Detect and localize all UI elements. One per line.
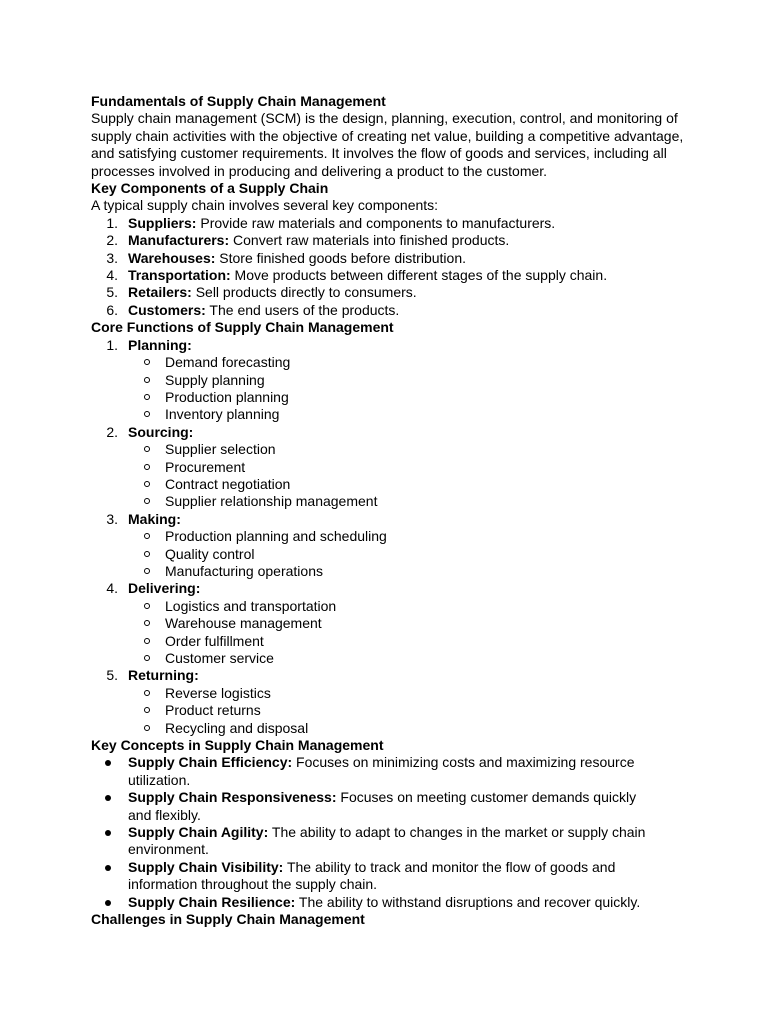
sublist-item	[128, 372, 691, 389]
hollow-bullet-icon	[144, 481, 150, 487]
sublist-text: Production planning	[165, 388, 289, 405]
filled-bullet-icon	[105, 865, 111, 871]
list-item	[91, 337, 691, 424]
item-desc: The ability to track and monitor the flow of goods and information throughout the supply chain.	[128, 858, 616, 893]
sublist	[128, 598, 691, 668]
hollow-bullet-icon	[144, 620, 150, 626]
filled-bullet-icon	[105, 760, 111, 766]
concepts-list	[91, 754, 691, 911]
list-item	[91, 284, 691, 301]
hollow-bullet-icon	[144, 446, 150, 452]
list-number: 1.	[106, 336, 118, 353]
item-term: Sourcing:	[128, 423, 194, 440]
document-title: Fundamentals of Supply Chain Management	[91, 93, 386, 109]
hollow-bullet-icon	[144, 638, 150, 644]
hollow-bullet-icon	[144, 377, 150, 383]
item-term: Retailers:	[128, 284, 192, 301]
sublist-text: Recycling and disposal	[165, 719, 309, 736]
list-item	[91, 302, 691, 319]
list-item	[91, 511, 691, 581]
hollow-bullet-icon	[144, 655, 150, 661]
sublist	[128, 685, 691, 737]
item-desc: Focuses on minimizing costs and maximizing resource utilization.	[128, 754, 635, 788]
intro-paragraph: Supply chain management (SCM) is the design, planning, execution, control, and monitoring of supply chain activities with the objective of creating net value, building a competitive advantage, and satisfying customer requirements. It involves the flow of goods and services, including all processes involved in producing and delivering a product to the customer.	[91, 110, 684, 179]
item-term: Supply Chain Visibility:	[128, 858, 284, 875]
sublist	[128, 528, 691, 580]
list-item	[91, 789, 648, 824]
sublist-item	[128, 528, 691, 545]
list-number: 5.	[106, 284, 118, 301]
sublist-item	[128, 493, 691, 510]
list-item	[91, 267, 691, 284]
sublist-item	[128, 685, 691, 702]
functions-list	[91, 337, 691, 737]
sublist-item	[128, 650, 691, 667]
item-term: Warehouses:	[128, 249, 216, 266]
sublist-item	[128, 598, 691, 615]
item-term: Customers:	[128, 301, 206, 318]
sublist-text: Customer service	[165, 650, 274, 666]
list-number: 2.	[106, 423, 118, 440]
sublist-text: Quality control	[165, 545, 255, 562]
item-desc: The ability to adapt to changes in the market or supply chain environment.	[128, 824, 646, 858]
filled-bullet-icon	[105, 795, 111, 801]
item-term: Making:	[128, 510, 181, 527]
hollow-bullet-icon	[144, 498, 150, 504]
sublist-text: Supply planning	[165, 371, 265, 388]
list-number: 5.	[106, 667, 118, 684]
hollow-bullet-icon	[144, 725, 150, 731]
list-number: 3.	[106, 249, 118, 266]
hollow-bullet-icon	[144, 707, 150, 713]
item-desc: The ability to withstand disruptions and recover quickly.	[295, 893, 641, 910]
hollow-bullet-icon	[144, 568, 150, 574]
sublist-item	[128, 441, 691, 458]
sublist-text: Warehouse management	[165, 615, 322, 632]
item-term: Suppliers:	[128, 214, 197, 231]
list-item	[91, 667, 691, 737]
hollow-bullet-icon	[144, 603, 150, 609]
sublist-item	[128, 720, 691, 737]
components-heading: Key Components of a Supply Chain	[91, 180, 329, 197]
sublist-item	[128, 546, 691, 563]
sublist-text: Contract negotiation	[165, 475, 291, 492]
hollow-bullet-icon	[144, 394, 150, 400]
item-desc: Focuses on meeting customer demands quickly and flexibly.	[128, 789, 637, 823]
item-term: Delivering:	[128, 580, 201, 597]
sublist-text: Reverse logistics	[165, 684, 271, 701]
hollow-bullet-icon	[144, 533, 150, 539]
challenges-heading: Challenges in Supply Chain Management	[91, 911, 365, 928]
list-item	[91, 250, 691, 267]
item-term: Supply Chain Agility:	[128, 824, 269, 841]
filled-bullet-icon	[105, 830, 111, 836]
list-number: 3.	[106, 510, 118, 527]
item-term: Transportation:	[128, 267, 231, 284]
list-item	[91, 894, 648, 911]
sublist-item	[128, 563, 691, 580]
hollow-bullet-icon	[144, 464, 150, 470]
components-lead: A typical supply chain involves several key components:	[91, 197, 439, 214]
list-item	[91, 754, 648, 789]
sublist-item	[128, 615, 691, 632]
sublist-text: Production planning and scheduling	[165, 528, 387, 545]
hollow-bullet-icon	[144, 359, 150, 365]
item-term: Supply Chain Responsiveness:	[128, 789, 337, 806]
list-item	[91, 580, 691, 667]
sublist-text: Supplier selection	[165, 441, 276, 458]
item-desc: Store finished goods before distribution.	[215, 249, 466, 266]
sublist-text: Product returns	[165, 702, 261, 719]
document-page	[91, 93, 691, 929]
sublist-item	[128, 389, 691, 406]
list-number: 4.	[106, 580, 118, 597]
list-item	[91, 232, 691, 249]
item-term: Returning:	[128, 667, 199, 684]
item-desc: Move products between different stages of the supply chain.	[230, 267, 608, 284]
sublist-text: Inventory planning	[165, 406, 280, 423]
item-desc: The end users of the products.	[205, 301, 400, 318]
sublist-text: Order fulfillment	[165, 632, 264, 649]
list-item	[91, 215, 691, 232]
sublist-text: Demand forecasting	[165, 354, 291, 371]
hollow-bullet-icon	[144, 690, 150, 696]
sublist-text: Supplier relationship management	[165, 493, 378, 510]
sublist-text: Logistics and transportation	[165, 597, 337, 614]
item-term: Manufacturers:	[128, 232, 230, 249]
item-desc: Provide raw materials and components to manufacturers.	[196, 214, 556, 231]
list-number: 4.	[106, 267, 118, 284]
concepts-heading: Key Concepts in Supply Chain Management	[91, 737, 384, 754]
list-item	[91, 859, 648, 894]
list-number: 2.	[106, 232, 118, 249]
sublist-item	[128, 702, 691, 719]
sublist-item	[128, 633, 691, 650]
list-item	[91, 424, 691, 511]
item-desc: Convert raw materials into finished products.	[229, 232, 510, 249]
hollow-bullet-icon	[144, 411, 150, 417]
item-term: Planning:	[128, 336, 192, 353]
functions-heading: Core Functions of Supply Chain Management	[91, 319, 394, 336]
item-desc: Sell products directly to consumers.	[191, 284, 417, 301]
list-number: 6.	[106, 301, 118, 318]
sublist-text: Procurement	[165, 458, 246, 475]
hollow-bullet-icon	[144, 551, 150, 557]
sublist-item	[128, 354, 691, 371]
item-term: Supply Chain Resilience:	[128, 893, 296, 910]
list-number: 1.	[106, 214, 118, 231]
item-term: Supply Chain Efficiency:	[128, 754, 293, 771]
sublist-item	[128, 459, 691, 476]
sublist-item	[128, 476, 691, 493]
sublist-item	[128, 406, 691, 423]
list-item	[91, 824, 648, 859]
sublist	[128, 354, 691, 424]
components-list	[91, 215, 691, 319]
sublist	[128, 441, 691, 511]
sublist-text: Manufacturing operations	[165, 562, 323, 579]
filled-bullet-icon	[105, 900, 111, 906]
